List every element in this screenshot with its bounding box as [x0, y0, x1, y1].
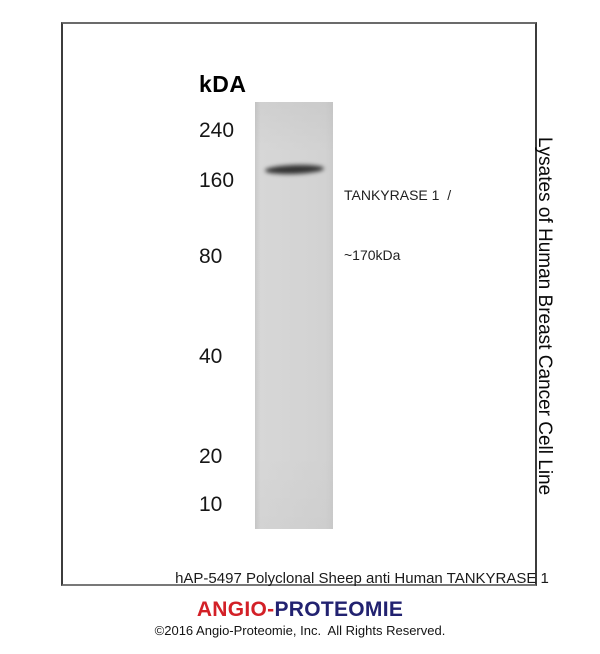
mw-marker-80: 80 — [199, 245, 223, 268]
band-annotation-weight: ~170kDa — [344, 247, 401, 263]
gel-lane — [255, 102, 333, 529]
mw-marker-20: 20 — [199, 445, 223, 468]
mw-marker-10: 10 — [199, 493, 223, 516]
figure-caption: hAP-5497 Polyclonal Sheep anti Human TANKYRASE 1 — [175, 570, 549, 587]
mw-marker-40: 40 — [199, 345, 223, 368]
blot-figure-frame — [61, 22, 555, 587]
brand-logo-proteomie: PROTEOMIE — [274, 598, 404, 621]
mw-marker-160: 160 — [199, 169, 235, 192]
sample-label-vertical: Lysates of Human Breast Cancer Cell Line — [534, 136, 555, 496]
brand-logo-angio: ANGIO- — [196, 598, 275, 621]
band-annotation-protein: TANKYRASE 1 / — [344, 187, 452, 203]
kda-unit-label: kDA — [199, 71, 247, 97]
mw-marker-240: 240 — [199, 119, 235, 142]
protein-band — [265, 164, 324, 175]
copyright-text: ©2016 Angio-Proteomie, Inc. All Rights Reserved. — [154, 623, 446, 638]
band-annotation — [344, 145, 451, 305]
brand-logo — [0, 598, 600, 622]
